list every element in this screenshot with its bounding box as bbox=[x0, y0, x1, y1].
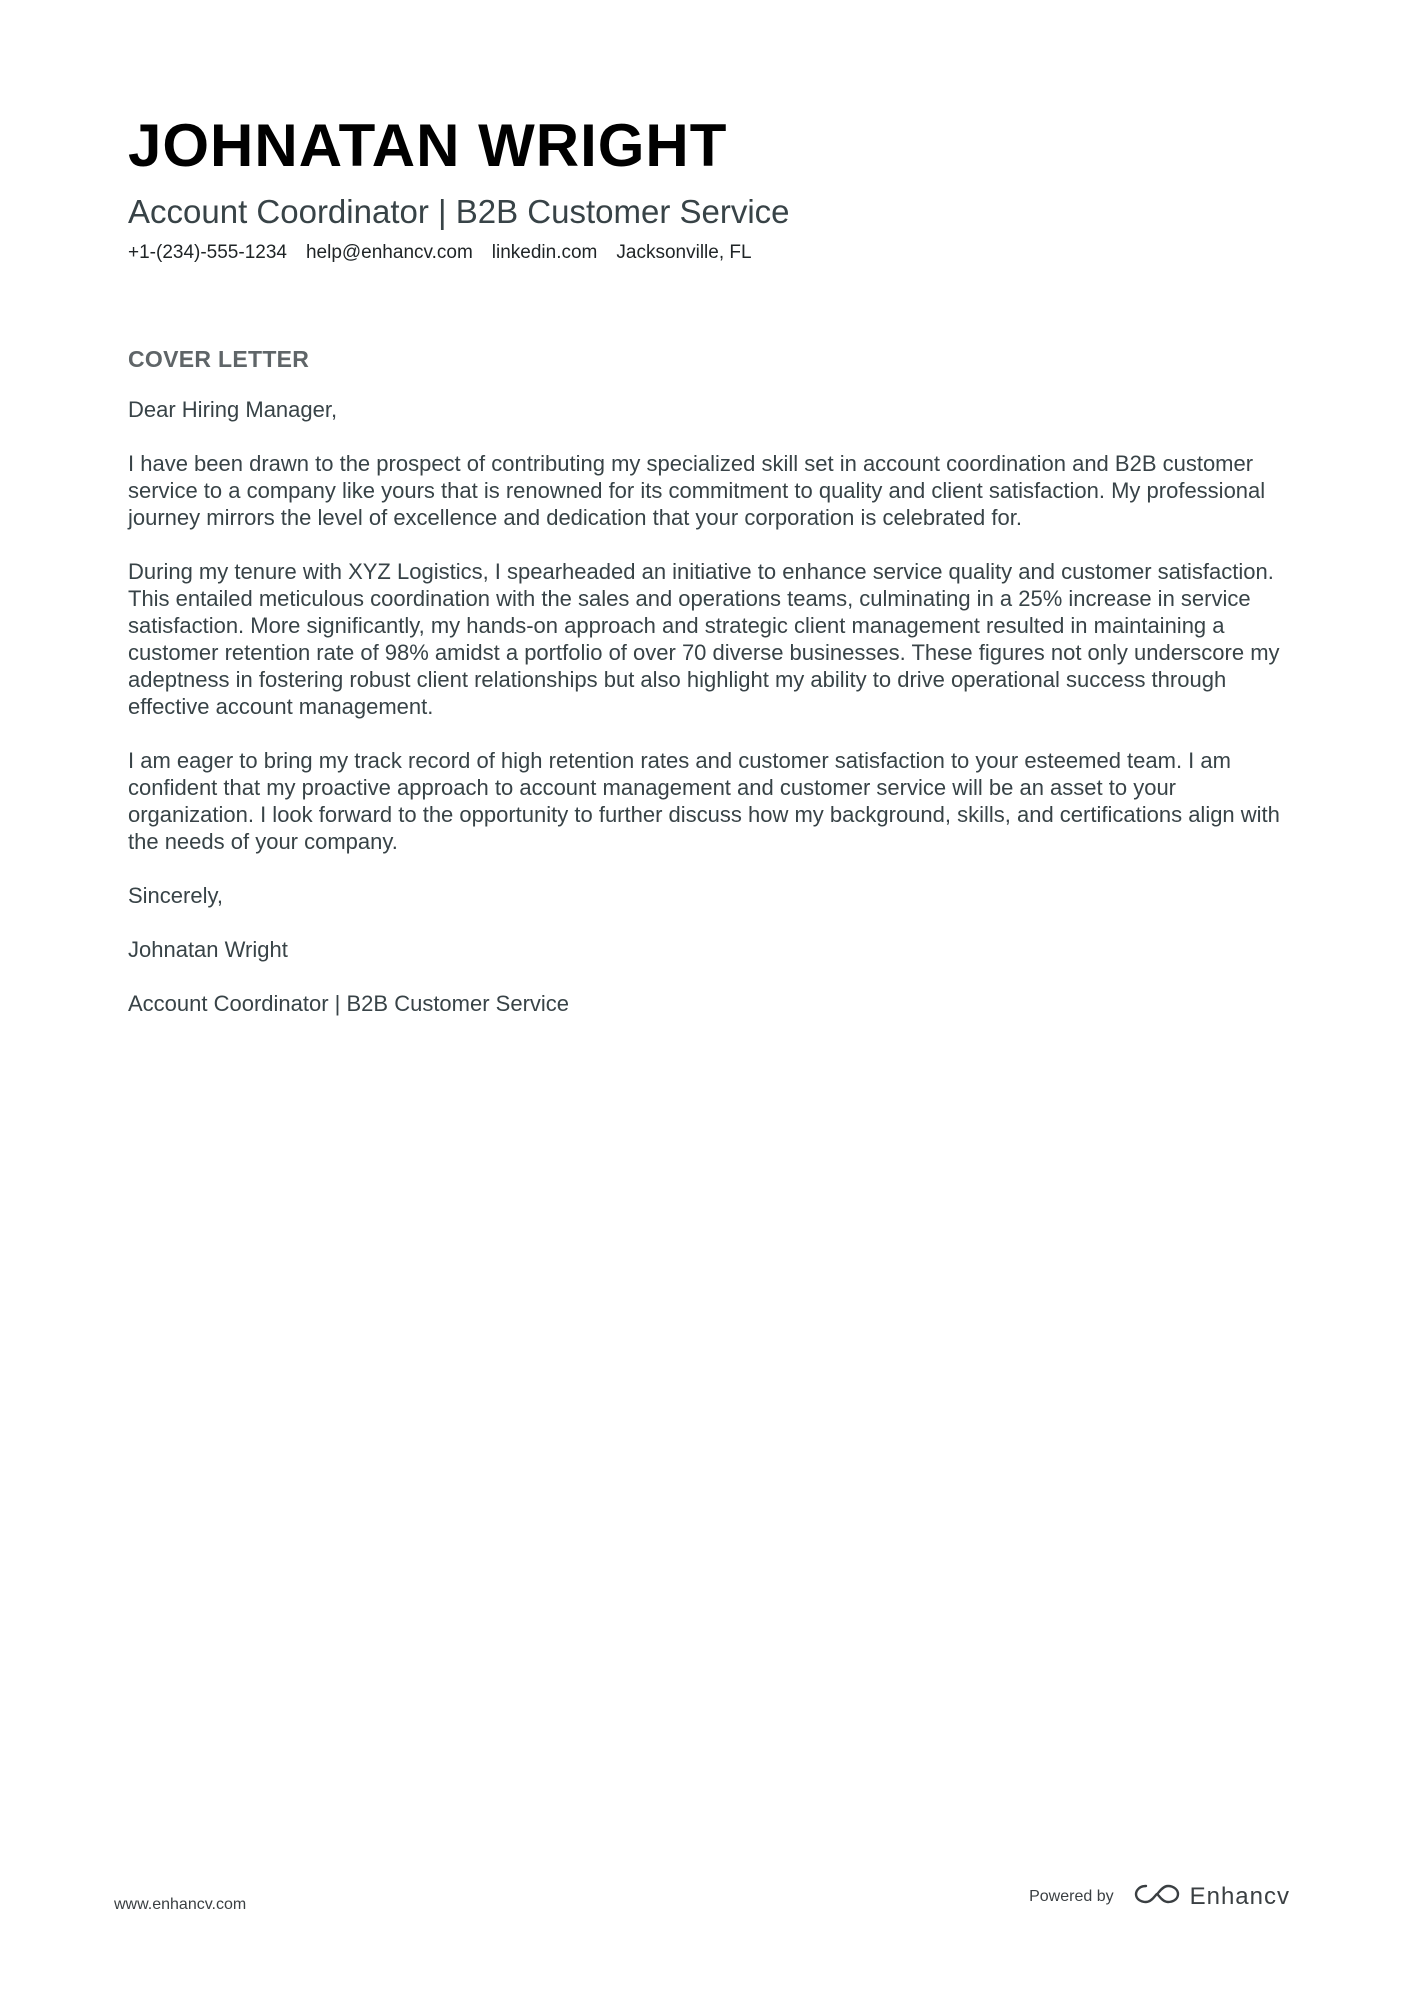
letter-body bbox=[128, 344, 1298, 1044]
powered-by-label: Powered by bbox=[1029, 1887, 1114, 1905]
enhancv-logo-icon bbox=[1134, 1882, 1180, 1911]
phone-number: +1-(234)-555-1234 bbox=[128, 242, 287, 263]
section-title: COVER LETTER bbox=[128, 346, 310, 372]
candidate-title: Account Coordinator | B2B Customer Service bbox=[128, 193, 790, 230]
signature-title: Account Coordinator | B2B Customer Service bbox=[128, 991, 570, 1016]
linkedin-link[interactable]: linkedin.com bbox=[491, 242, 598, 263]
paragraph-1: I have been drawn to the prospect of contributing my specialized skill set in account coordination and B2B customer service to a company like yours that is renowned for its commitment to quality and client satisfaction. My professional journey mirrors the level of excellence and dedication that your corporation is celebrated for. bbox=[128, 451, 1266, 530]
footer-website-link[interactable]: www.enhancv.com bbox=[114, 1896, 247, 1913]
location: Jacksonville, FL bbox=[616, 242, 752, 263]
brand-logo[interactable] bbox=[1134, 1882, 1290, 1911]
contact-info bbox=[128, 240, 1288, 266]
footer-branding bbox=[1029, 1882, 1290, 1911]
closing: Sincerely, bbox=[128, 883, 223, 908]
signature-name: Johnatan Wright bbox=[128, 937, 288, 962]
email-address[interactable]: help@enhancv.com bbox=[305, 242, 473, 263]
header bbox=[128, 110, 1288, 266]
salutation: Dear Hiring Manager, bbox=[128, 397, 338, 422]
brand-name: Enhancv bbox=[1189, 1882, 1290, 1910]
paragraph-3: I am eager to bring my track record of high retention rates and customer satisfaction to your esteemed team. I am confident that my proactive approach to account management and customer service will be an asset to your organization. I look forward to the opportunity to further discuss how my background, skills, and certifications align with the needs of your company. bbox=[128, 748, 1280, 854]
candidate-name: JOHNATAN WRIGHT bbox=[128, 112, 728, 179]
paragraph-2: During my tenure with XYZ Logistics, I spearheaded an initiative to enhance service quality and customer satisfaction. This entailed meticulous coordination with the sales and operations teams, culminating in a 25% increase in service satisfaction. More significantly, my hands-on approach and strategic client management resulted in maintaining a customer retention rate of 98% amidst a portfolio of over 70 diverse businesses. These figures not only underscore my adeptness in fostering robust client relationships but also highlight my ability to drive operational success through effective account management. bbox=[128, 559, 1280, 719]
